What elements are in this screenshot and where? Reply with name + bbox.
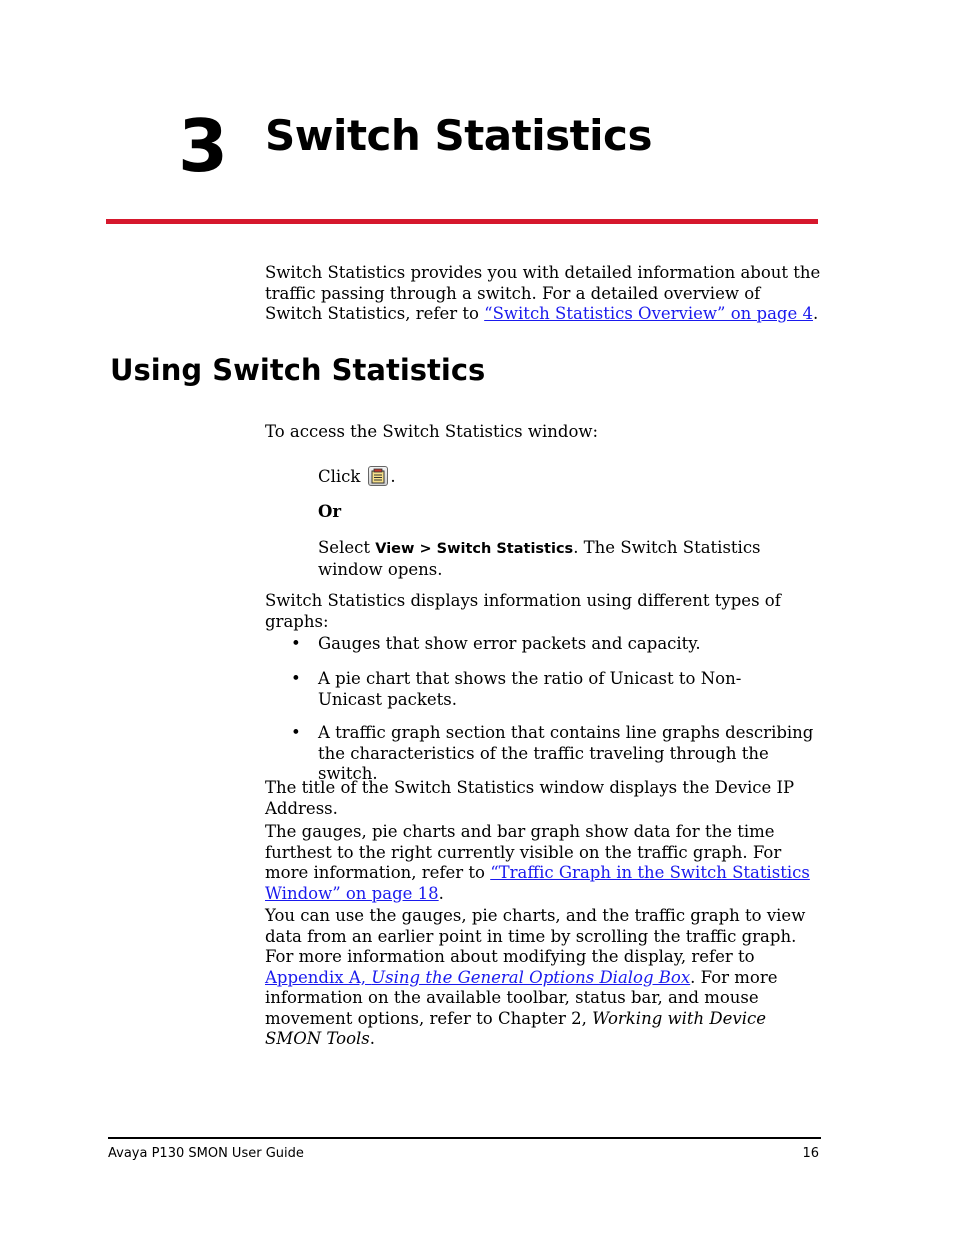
section-title: Using Switch Statistics	[110, 353, 486, 387]
click-prefix: Click	[318, 467, 361, 486]
page-number: 16	[802, 1146, 819, 1161]
bullet-item: A pie chart that shows the ratio of Unicast to Non-Unicast packets.	[318, 669, 742, 709]
chapter-rule	[106, 219, 818, 224]
or-label: Or	[318, 502, 342, 521]
select-step	[318, 538, 788, 580]
appendix-a-link[interactable]	[265, 968, 690, 987]
appendix-a-link-label: Appendix A,	[265, 967, 372, 987]
select-suffix: . The Switch Statistics window opens.	[318, 538, 761, 579]
intro-paragraph	[265, 263, 821, 325]
bullet-dot: •	[291, 723, 301, 742]
chapter-title: Switch Statistics	[265, 111, 652, 160]
bullet-item: Gauges that show error packets and capacity.	[318, 634, 701, 653]
footer-title: Avaya P130 SMON User Guide	[108, 1146, 304, 1161]
switch-statistics-toolbar-icon[interactable]	[368, 466, 388, 486]
chapter-number: 3	[178, 104, 229, 188]
general-options-link-label: Using the General Options Dialog Box	[371, 967, 691, 987]
intro-text: Switch Statistics provides you with detailed information about the traffic passing through a switch. For a detailed overview of Switch Statistics, refer to	[265, 263, 821, 323]
footer-rule	[108, 1137, 821, 1139]
scroll-paragraph	[265, 906, 821, 1050]
menu-path: View > Switch Statistics	[375, 541, 574, 557]
scroll-text-1: You can use the gauges, pie charts, and the traffic graph to view data from an earlier point in time by scrolling the traffic graph. For more information about modifying the display, refer to	[265, 906, 806, 966]
bullet-item: A traffic graph section that contains line graphs describing the characteristics of the traffic traveling through the switch.	[318, 723, 814, 783]
gauges-text: The gauges, pie charts and bar graph show data for the time furthest to the right currently visible on the traffic graph. For more information, refer to	[265, 822, 782, 882]
switch-statistics-overview-link[interactable]: “Switch Statistics Overview” on page 4	[484, 304, 814, 323]
scroll-text-2: . For more information on the available toolbar, status bar, and mouse movement options, refer to Chapter 2,	[265, 967, 778, 1028]
access-lead: To access the Switch Statistics window:	[265, 422, 599, 441]
scroll-end: .	[369, 1029, 375, 1048]
chapter-reference: Working with Device SMON Tools	[265, 1008, 767, 1048]
gauges-paragraph	[265, 822, 821, 904]
title-note: The title of the Switch Statistics window displays the Device IP Address.	[265, 778, 795, 818]
gauges-end: .	[438, 883, 444, 903]
intro-end: .	[813, 304, 819, 323]
select-prefix: Select	[318, 538, 376, 557]
click-suffix: .	[390, 467, 396, 486]
bullet-dot: •	[291, 634, 301, 653]
click-step	[318, 466, 818, 488]
traffic-graph-link[interactable]: “Traffic Graph in the Switch Statistics Window” on page 18	[265, 863, 810, 903]
bullet-dot: •	[291, 669, 301, 688]
graphs-lead: Switch Statistics displays information using different types of graphs:	[265, 591, 781, 631]
